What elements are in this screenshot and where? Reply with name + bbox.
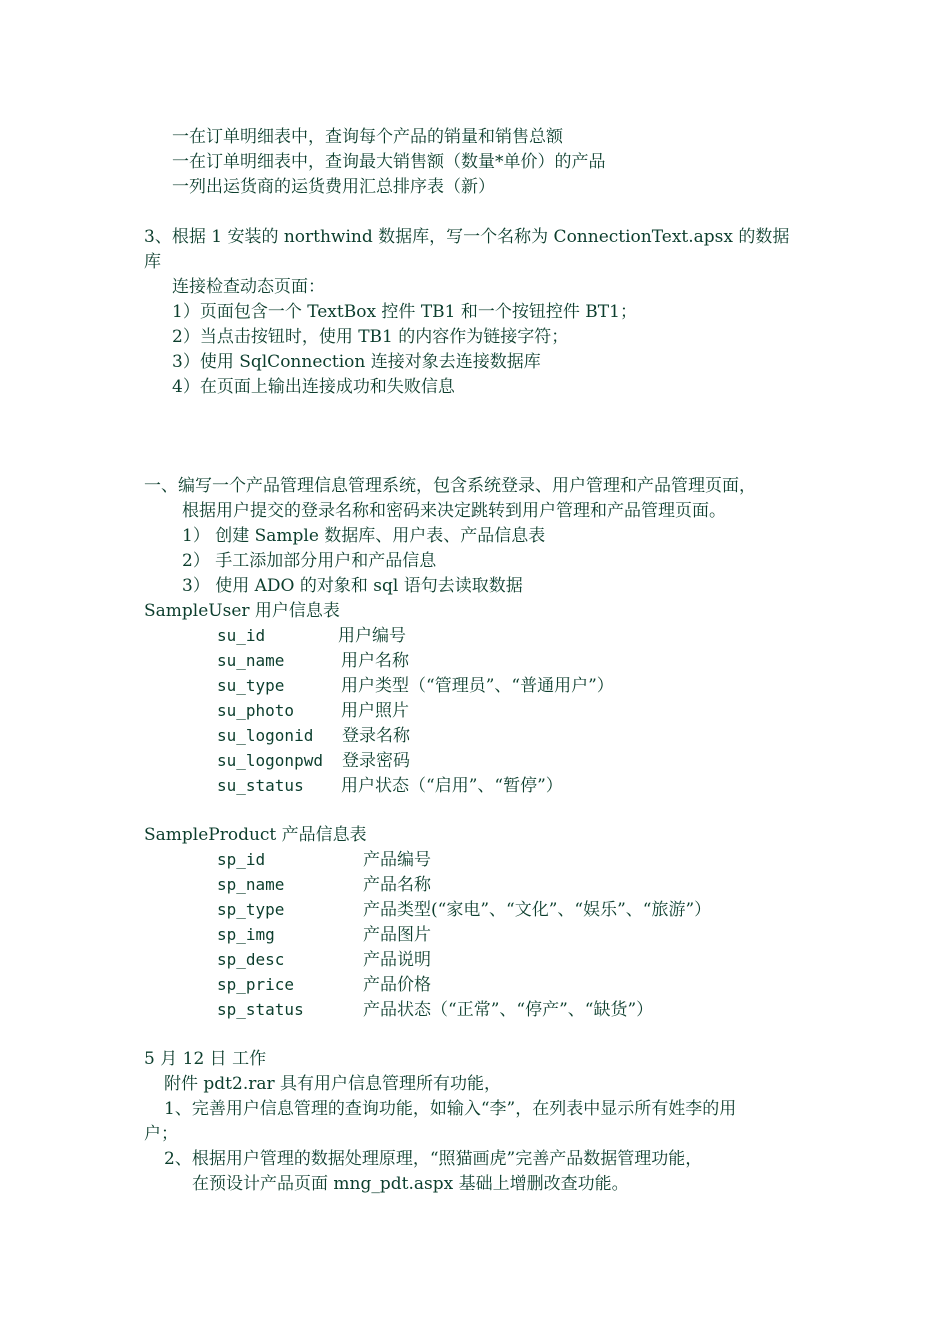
sample-user-title: SampleUser 用户信息表 — [144, 601, 340, 621]
project-heading-cont: 根据用户提交的登录名称和密码来决定跳转到用户管理和产品管理页面。 — [182, 501, 726, 521]
sample-product-title: SampleProduct 产品信息表 — [144, 825, 367, 845]
field-name: su_id — [217, 626, 266, 645]
field-name: sp_desc — [217, 950, 285, 969]
work-attachment: 附件 pdt2.rar 具有用户信息管理所有功能， — [164, 1074, 502, 1094]
task3-step: 2）当点击按钮时，使用 TB1 的内容作为链接字符； — [172, 327, 569, 347]
task3-step: 4）在页面上输出连接成功和失败信息 — [172, 377, 455, 397]
task3-step: 3）使用 SqlConnection 连接对象去连接数据库 — [172, 352, 541, 372]
field-desc: 产品说明 — [363, 950, 431, 970]
work-item: 2、根据用户管理的数据处理原理，“照猫画虎”完善产品数据管理功能， — [164, 1149, 703, 1169]
work-date: 5 月 12 日 工作 — [144, 1049, 267, 1069]
field-desc: 用户类型（“管理员”、“普通用户”） — [341, 676, 614, 696]
query-item: 一在订单明细表中，查询每个产品的销量和销售总额 — [172, 127, 563, 147]
task3-intro: 连接检查动态页面： — [172, 277, 325, 297]
query-item: 一列出运货商的运货费用汇总排序表（新） — [172, 177, 495, 197]
field-desc: 用户名称 — [341, 651, 409, 671]
task3-step: 1）页面包含一个 TextBox 控件 TB1 和一个按钮控件 BT1； — [172, 302, 637, 322]
field-name: sp_img — [217, 925, 275, 944]
project-heading: 一、编写一个产品管理信息管理系统，包含系统登录、用户管理和产品管理页面， — [144, 476, 756, 496]
field-name: sp_type — [217, 900, 285, 919]
field-desc: 用户照片 — [341, 701, 409, 721]
field-name: su_type — [217, 676, 285, 695]
field-name: su_logonid — [217, 726, 314, 745]
task3-heading-cont: 库 — [144, 252, 161, 272]
field-desc: 产品价格 — [363, 975, 431, 995]
work-item: 1、完善用户信息管理的查询功能，如输入“李”，在列表中显示所有姓李的用 — [164, 1099, 737, 1119]
field-name: sp_id — [217, 850, 266, 869]
field-name: su_status — [217, 776, 304, 795]
field-name: su_name — [217, 651, 285, 670]
field-name: su_logonpwd — [217, 751, 323, 770]
field-desc: 登录名称 — [342, 726, 410, 746]
work-item-cont: 户； — [144, 1124, 178, 1144]
work-item-cont: 在预设计产品页面 mng_pdt.aspx 基础上增删改查功能。 — [192, 1174, 629, 1194]
field-desc: 产品类型(“家电”、“文化”、“娱乐”、“旅游”） — [363, 900, 712, 920]
field-desc: 产品编号 — [363, 850, 431, 870]
field-name: sp_status — [217, 1000, 304, 1019]
field-name: sp_name — [217, 875, 285, 894]
field-desc: 登录密码 — [342, 751, 410, 771]
field-desc: 产品图片 — [363, 925, 431, 945]
field-desc: 产品状态（“正常”、“停产”、“缺货”） — [363, 1000, 654, 1020]
project-step: 2） 手工添加部分用户和产品信息 — [182, 551, 437, 571]
field-desc: 用户状态（“启用”、“暂停”） — [341, 776, 563, 796]
field-desc: 产品名称 — [363, 875, 431, 895]
field-desc: 用户编号 — [338, 626, 406, 646]
query-item: 一在订单明细表中，查询最大销售额（数量*单价）的产品 — [172, 152, 606, 172]
field-name: su_photo — [217, 701, 295, 720]
task3-heading: 3、根据 1 安装的 northwind 数据库，写一个名称为 ConnectionText.apsx 的数据 — [144, 227, 790, 247]
field-name: sp_price — [217, 975, 295, 994]
project-step: 3） 使用 ADO 的对象和 sql 语句去读取数据 — [182, 576, 523, 596]
project-step: 1） 创建 Sample 数据库、用户表、产品信息表 — [182, 526, 546, 546]
